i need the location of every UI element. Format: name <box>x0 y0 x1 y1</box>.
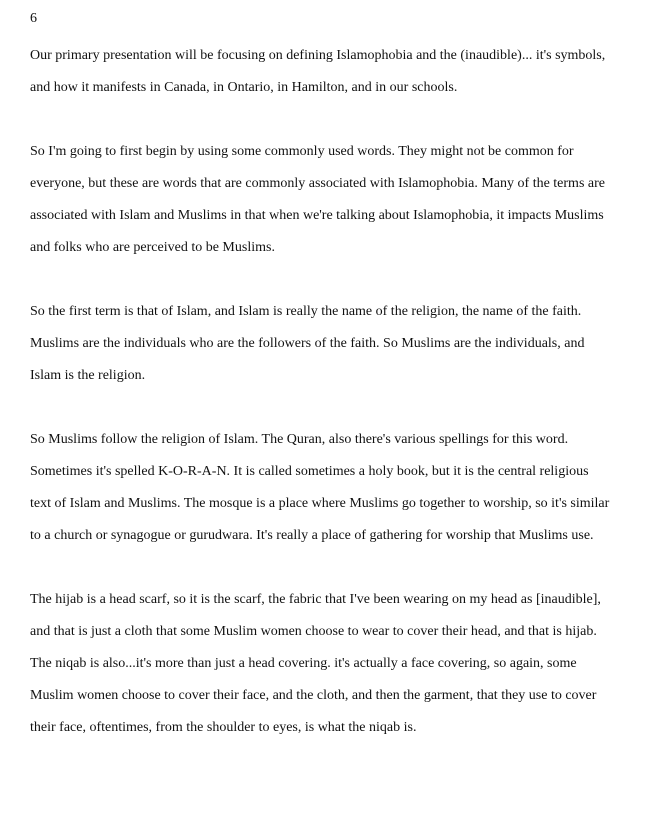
text-line: The niqab is also...it's more than just a head covering. it's actually a face covering, so again, some <box>30 656 577 671</box>
text-line: Islam is the religion. <box>30 368 146 383</box>
text-line: everyone, but these are words that are commonly associated with Islamophobia. Many of the terms are <box>30 176 605 191</box>
text-line: So the first term is that of Islam, and Islam is really the name of the religion, the name of the faith. <box>30 304 582 319</box>
text-line: So I'm going to first begin by using some commonly used words. They might not be common for <box>30 144 574 159</box>
text-line: and folks who are perceived to be Muslims. <box>30 240 275 255</box>
text-line: Muslims are the individuals who are the followers of the faith. So Muslims are the individuals, and <box>30 336 585 351</box>
text-line: and how it manifests in Canada, in Ontario, in Hamilton, and in our schools. <box>30 80 458 95</box>
text-line: So Muslims follow the religion of Islam. The Quran, also there's various spellings for this word. <box>30 432 569 447</box>
text-line: to a church or synagogue or gurudwara. It's really a place of gathering for worship that Muslims use. <box>30 528 594 543</box>
text-line: text of Islam and Muslims. The mosque is a place where Muslims go together to worship, so it's similar <box>30 496 610 511</box>
text-line: Our primary presentation will be focusing on defining Islamophobia and the (inaudible)... it's symbols, <box>30 48 606 63</box>
text-line: associated with Islam and Muslims in that when we're talking about Islamophobia, it impacts Muslims <box>30 208 604 223</box>
text-line: Sometimes it's spelled K-O-R-A-N. It is called sometimes a holy book, but it is the central religious <box>30 464 589 479</box>
text-line: their face, oftentimes, from the shoulder to eyes, is what the niqab is. <box>30 720 417 735</box>
text-line: The hijab is a head scarf, so it is the scarf, the fabric that I've been wearing on my head as [inaudible], <box>30 592 601 607</box>
text-line: and that is just a cloth that some Muslim women choose to wear to cover their head, and that is hijab. <box>30 624 597 639</box>
page-number: 6 <box>30 11 37 26</box>
text-line: Muslim women choose to cover their face, and the cloth, and then the garment, that they use to cover <box>30 688 597 703</box>
